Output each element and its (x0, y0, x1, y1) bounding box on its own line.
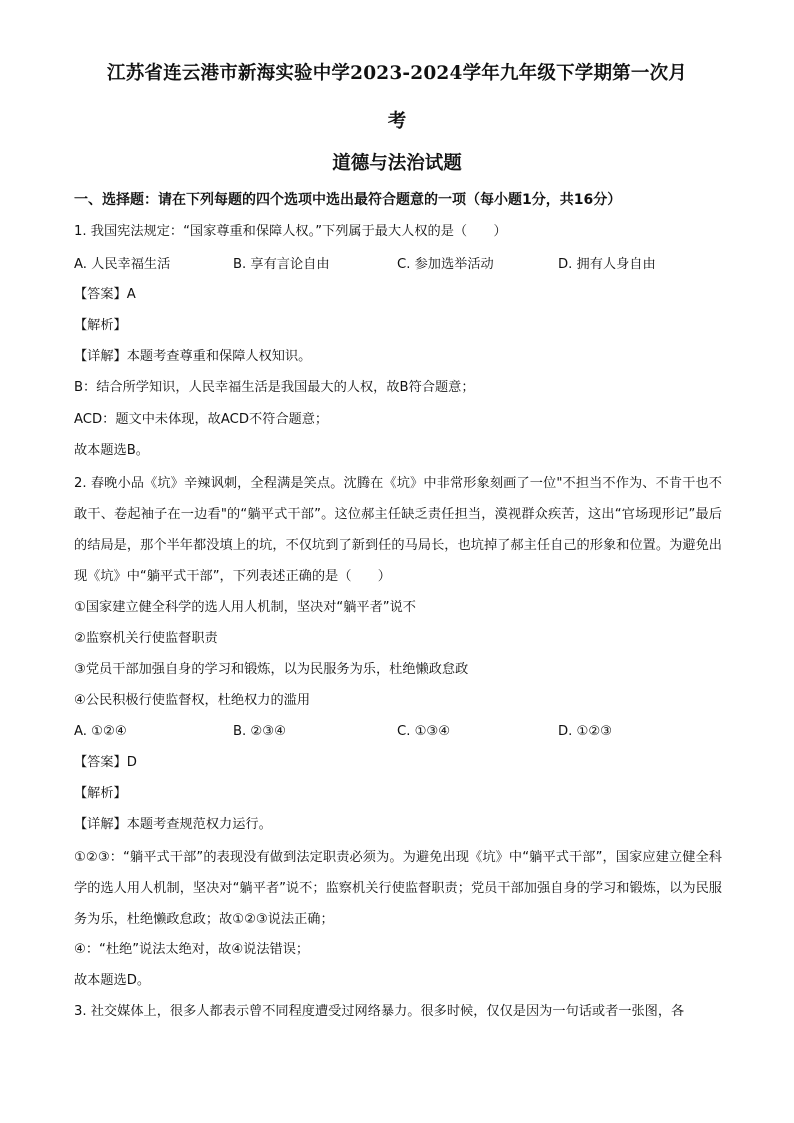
q2-analysis-label: 【解析】 (74, 786, 127, 801)
q2-item-2: ②监察机关行使监督职责 (74, 631, 218, 646)
q1-option-d: D. 拥有人身自由 (558, 257, 656, 272)
q1-explain-acd: ACD：题文中未体现，故ACD不符合题意； (74, 412, 329, 427)
q1-option-c: C. 参加选举活动 (397, 257, 494, 272)
exam-subject-title: 道德与法治试题 (332, 153, 462, 174)
q2-item-1: ①国家建立健全科学的选人用人机制，坚决对“躺平者”说不 (74, 600, 416, 615)
q1-stem: 1. 我国宪法规定：“国家尊重和保障人权。”下列属于最大人权的是（ ） (74, 224, 507, 239)
q2-option-b: B. ②③④ (233, 724, 286, 739)
q2-item-3: ③党员干部加强自身的学习和锻炼，以为民服务为乐，杜绝懒政怠政 (74, 662, 469, 677)
q1-explain-b: B：结合所学知识，人民幸福生活是我国最大的人权，故B符合题意； (74, 380, 475, 395)
q2-explain-123: ①②③：“躺平式干部”的表现没有做到法定职责必须为。为避免出现《坑》中“躺平式干部”，国家应建立健全科学的选人用人机制，坚决对“躺平者”说不；监察机关行使监督职责；党员干部加强自身的学习和锻炼，以为民服务为乐，杜绝懒政怠政；故①②③说法正确； (74, 850, 722, 927)
q2-stem: 2. 春晚小品《坑》辛辣讽刺，全程满是笑点。沈腾在《坑》中非常形象刻画了一位"不担当不作为、不肯干也不敢干、卷起袖子在一边看"的“躺平式干部”。这位郝主任缺乏责任担当，漠视群众疾苦，这出“官场现形记”最后的结局是，那个半年都没填上的坑，不仅坑到了新到任的马局长，也坑掉了郝主任自己的形象和位置。为避免出现《坑》中“躺平式干部”，下列表述正确的是（ ） (74, 476, 722, 584)
q1-option-b: B. 享有言论自由 (233, 257, 330, 272)
q2-detail: 【详解】本题考查规范权力运行。 (74, 817, 272, 832)
q2-conclusion: 故本题选D。 (74, 973, 151, 988)
q1-analysis-label: 【解析】 (74, 318, 127, 333)
exam-title-line1: 江苏省连云港市新海实验中学2023-2024学年九年级下学期第一次月 (107, 63, 687, 84)
q1-option-a: A. 人民幸福生活 (74, 257, 171, 272)
q2-item-4: ④公民积极行使监督权，杜绝权力的滥用 (74, 693, 311, 708)
q1-conclusion: 故本题选B。 (74, 443, 149, 458)
q2-explain-4: ④：“杜绝”说法太绝对，故④说法错误； (74, 942, 310, 957)
q2-option-c: C. ①③④ (397, 724, 451, 739)
q3-stem-start: 3. 社交媒体上，很多人都表示曾不同程度遭受过网络暴力。很多时候，仅仅是因为一句话或者一张图，各 (74, 1004, 685, 1019)
q2-option-d: D. ①②③ (558, 724, 613, 739)
q2-option-a: A. ①②④ (74, 724, 127, 739)
exam-title-line2: 考 (387, 111, 407, 132)
q1-answer: 【答案】A (74, 287, 136, 302)
q1-detail: 【详解】本题考查尊重和保障人权知识。 (74, 349, 312, 364)
q2-answer: 【答案】D (74, 755, 137, 770)
section-heading: 一、选择题：请在下列每题的四个选项中选出最符合题意的一项（每小题1分，共16分） (74, 192, 622, 208)
